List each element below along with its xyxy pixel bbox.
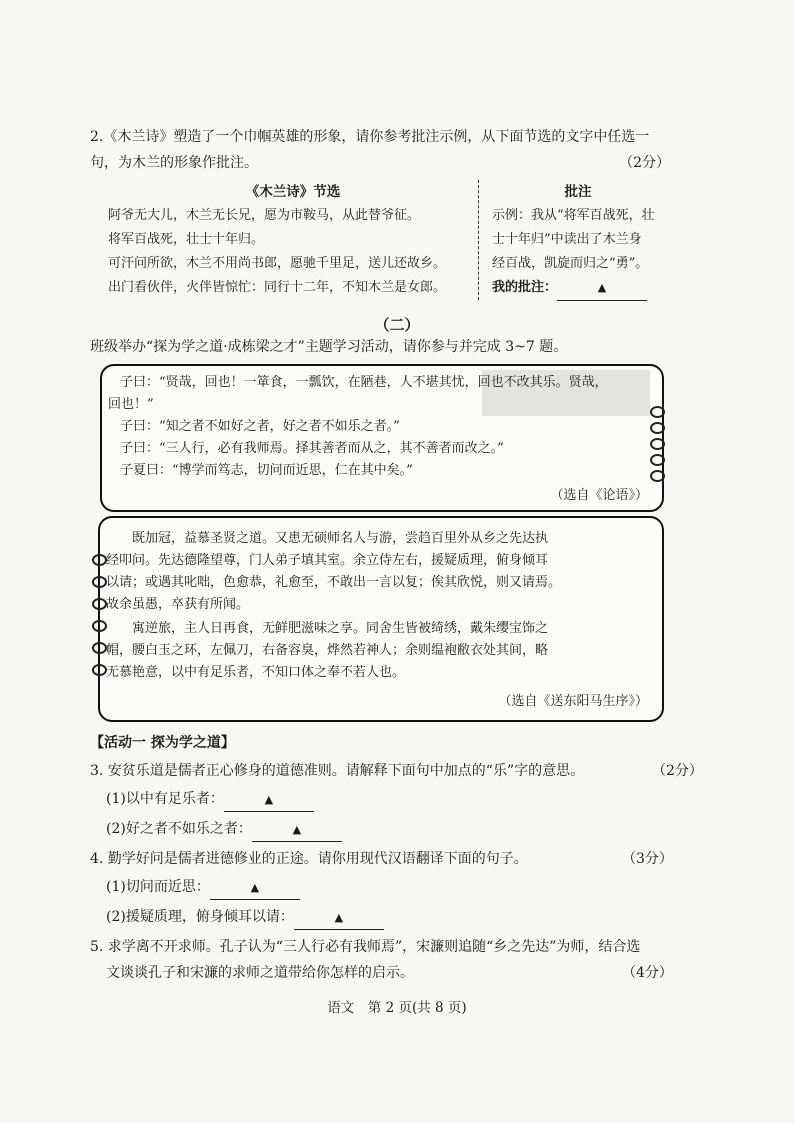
excerpt-line: 出门看伙伴，火伴皆惊忙：同行十二年，不知木兰是女郎。 — [108, 280, 447, 295]
binding-ring-icon — [92, 620, 107, 632]
binding-ring-icon — [650, 406, 665, 418]
songlian-line: 无慕艳意，以中有足乐者，不知口体之奉不若人也。 — [106, 665, 406, 680]
excerpt-title: 《木兰诗》节选 — [245, 184, 341, 200]
question-4-text: 4. 勤学好问是儒者进德修业的正途。请你用现代汉语翻译下面的句子。 — [90, 851, 528, 867]
binding-ring-icon — [92, 554, 107, 566]
item-label: (1)以中有足乐者： — [106, 791, 224, 807]
analects-line: 子曰：“三人行，必有我师焉。择其善者而从之，其不善者而改之。” — [120, 441, 504, 456]
binding-ring-icon — [650, 454, 665, 466]
note-example-line: 经百战，凯旋而归之“勇”。 — [492, 256, 649, 271]
analects-source: （选自《论语》） — [550, 488, 648, 503]
item-label: (2)援疑质理，俯身倾耳以请： — [106, 909, 294, 925]
my-note-label: 我的批注： — [492, 280, 558, 295]
answer-blank[interactable] — [294, 906, 384, 930]
excerpt-line: 阿爷无大儿，木兰无长兄，愿为市鞍马，从此替爷征。 — [108, 208, 421, 223]
question-3-text: 3. 安贫乐道是儒者正心修身的道德准则。请解释下面句中加点的“乐”字的意思。 — [90, 763, 585, 779]
note-title: 批注 — [564, 184, 592, 200]
triangle-mark-icon: ▲ — [292, 823, 302, 836]
question-4-score: （3分） — [622, 851, 673, 867]
question-4-item-2 — [106, 906, 384, 930]
triangle-mark-icon: ▲ — [334, 911, 344, 924]
question-3-item-1 — [106, 788, 314, 812]
question-2-text: 2.《木兰诗》塑造了一个巾帼英雄的形象，请你参考批注示例，从下面节选的文字中任选一句，为木兰的形象作批注。 — [90, 129, 650, 171]
songlian-source: （选自《送东阳马生序》） — [498, 694, 648, 709]
column-divider — [478, 180, 479, 300]
section-intro: 班级举办“探为学之道·成栋梁之才”主题学习活动，请你参与并完成 3~7 题。 — [90, 339, 568, 355]
my-note-answer-blank[interactable] — [557, 276, 647, 301]
note-example-line: 士十年归”中读出了木兰身 — [492, 232, 642, 247]
analects-line: 子夏曰：“博学而笃志，切问而近思，仁在其中矣。” — [120, 463, 413, 478]
question-5-score: （4分） — [622, 965, 673, 981]
page-footer: 语文 第 2 页(共 8 页) — [327, 1000, 467, 1016]
answer-blank[interactable] — [210, 876, 300, 900]
analects-line: 回也！” — [108, 397, 154, 412]
answer-blank[interactable] — [252, 818, 342, 842]
my-note-row — [492, 276, 664, 301]
binding-ring-icon — [650, 422, 665, 434]
question-3-item-2 — [106, 818, 342, 842]
binding-ring-icon — [92, 642, 107, 654]
analects-box — [100, 364, 664, 512]
triangle-mark-icon: ▲ — [597, 281, 607, 294]
analects-line: 子曰：“贤哉，回也！一箪食，一瓢饮，在陋巷，人不堪其忧，回也不改其乐。贤哉， — [120, 375, 608, 390]
binding-ring-icon — [92, 664, 107, 676]
binding-ring-icon — [92, 598, 107, 610]
annotation-column — [492, 180, 664, 301]
question-2 — [90, 124, 670, 176]
excerpt-line: 将军百战死，壮士十年归。 — [108, 232, 265, 247]
item-label: (1)切问而近思： — [106, 879, 210, 895]
songlian-box — [98, 516, 664, 722]
binding-ring-icon — [650, 470, 665, 482]
activity-heading: 【活动一 探为学之道】 — [90, 735, 235, 751]
songlian-line: 故余虽愚，卒获有所闻。 — [106, 597, 250, 612]
question-5-line-2: 文谈谈孔子和宋濂的求师之道带给你怎样的启示。 — [106, 965, 414, 981]
analects-line: 子曰：“知之者不如好之者，好之者不如乐之者。” — [120, 419, 400, 434]
triangle-mark-icon: ▲ — [264, 793, 274, 806]
songlian-line: 寓逆旅，主人日再食，无鲜肥滋味之享。同舍生皆被绮绣，戴朱缨宝饰之 — [132, 621, 549, 636]
section-heading: （二） — [374, 316, 420, 334]
question-3-score: （2分） — [652, 763, 703, 779]
binding-ring-icon — [92, 576, 107, 588]
item-label: (2)好之者不如乐之者： — [106, 821, 252, 837]
question-5-line-1: 5. 求学离不开求师。孔子认为“三人行必有我师焉”，宋濂则追随“乡之先达”为师，结合选 — [90, 939, 641, 955]
mulan-excerpt — [108, 180, 478, 300]
excerpt-line: 可汗问所欲，木兰不用尚书郎，愿驰千里足，送儿还故乡。 — [108, 256, 447, 271]
songlian-line: 帽，腰白玉之环，左佩刀，右备容臭，烨然若神人；余则缊袍敝衣处其间，略 — [106, 643, 549, 658]
songlian-line: 经叩问。先达德隆望尊，门人弟子填其室。余立侍左右，援疑质理，俯身倾耳 — [106, 553, 549, 568]
answer-blank[interactable] — [224, 788, 314, 812]
songlian-line: 既加冠，益慕圣贤之道。又患无硕师名人与游，尝趋百里外从乡之先达执 — [132, 531, 549, 546]
question-4-item-1 — [106, 876, 300, 900]
triangle-mark-icon: ▲ — [250, 881, 260, 894]
binding-ring-icon — [650, 438, 665, 450]
question-2-score: （2分） — [619, 155, 670, 171]
songlian-line: 以请；或遇其叱咄，色愈恭，礼愈至，不敢出一言以复；俟其欣悦，则又请焉。 — [106, 575, 562, 590]
note-example-line: 示例：我从“将军百战死，壮 — [492, 208, 655, 223]
